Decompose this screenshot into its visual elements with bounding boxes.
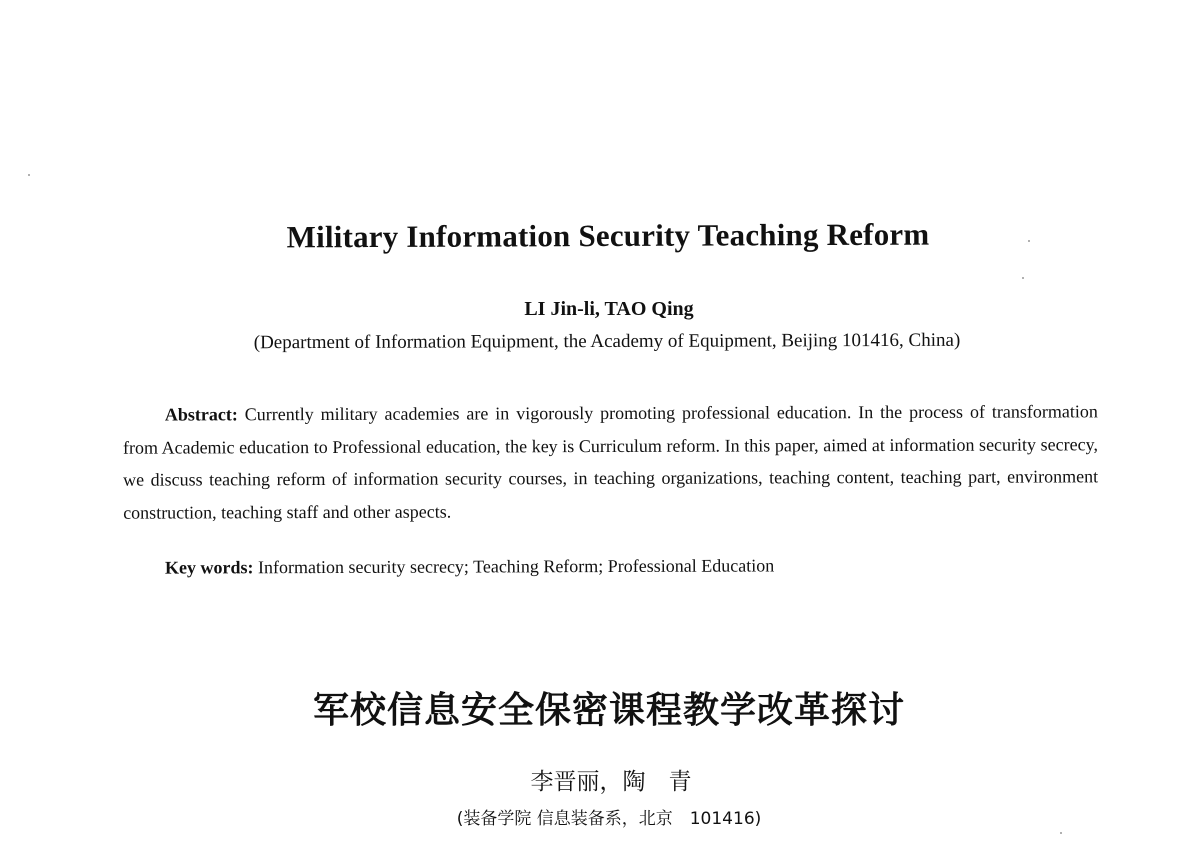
english-affiliation: (Department of Information Equipment, the Academy of Equipment, Beijing 101416, China) xyxy=(253,329,961,354)
scan-speck xyxy=(28,174,30,176)
keywords-label: Key words: xyxy=(164,557,254,578)
abstract-label: Abstract: xyxy=(164,404,238,425)
keywords-text: Information security secrecy; Teaching Reform; Professional Education xyxy=(253,555,775,578)
scan-speck xyxy=(1022,277,1024,279)
english-authors: LI Jin-li, TAO Qing xyxy=(524,298,694,320)
chinese-title: 军校信息安全保密课程教学改革探讨 xyxy=(312,689,905,731)
chinese-authors: 李晋丽，陶 青 xyxy=(530,769,692,795)
abstract-paragraph xyxy=(123,395,1098,528)
english-title: Military Information Security Teaching Reform xyxy=(286,216,930,255)
scan-speck xyxy=(1060,832,1062,834)
keywords-line xyxy=(165,554,1065,578)
abstract-text: Currently military academies are in vigorously promoting professional education. In the process of transformation from Academic education to Professional education, the key is Curriculum reform. In this paper, aimed at information security secrecy, we discuss teaching reform of information security courses, in teaching organizations, teaching content, teaching part, environment construction, teaching staff and other aspects. xyxy=(122,401,1099,523)
scan-speck xyxy=(1028,240,1030,242)
chinese-affiliation: (装备学院 信息装备系，北京 101416) xyxy=(456,809,762,829)
